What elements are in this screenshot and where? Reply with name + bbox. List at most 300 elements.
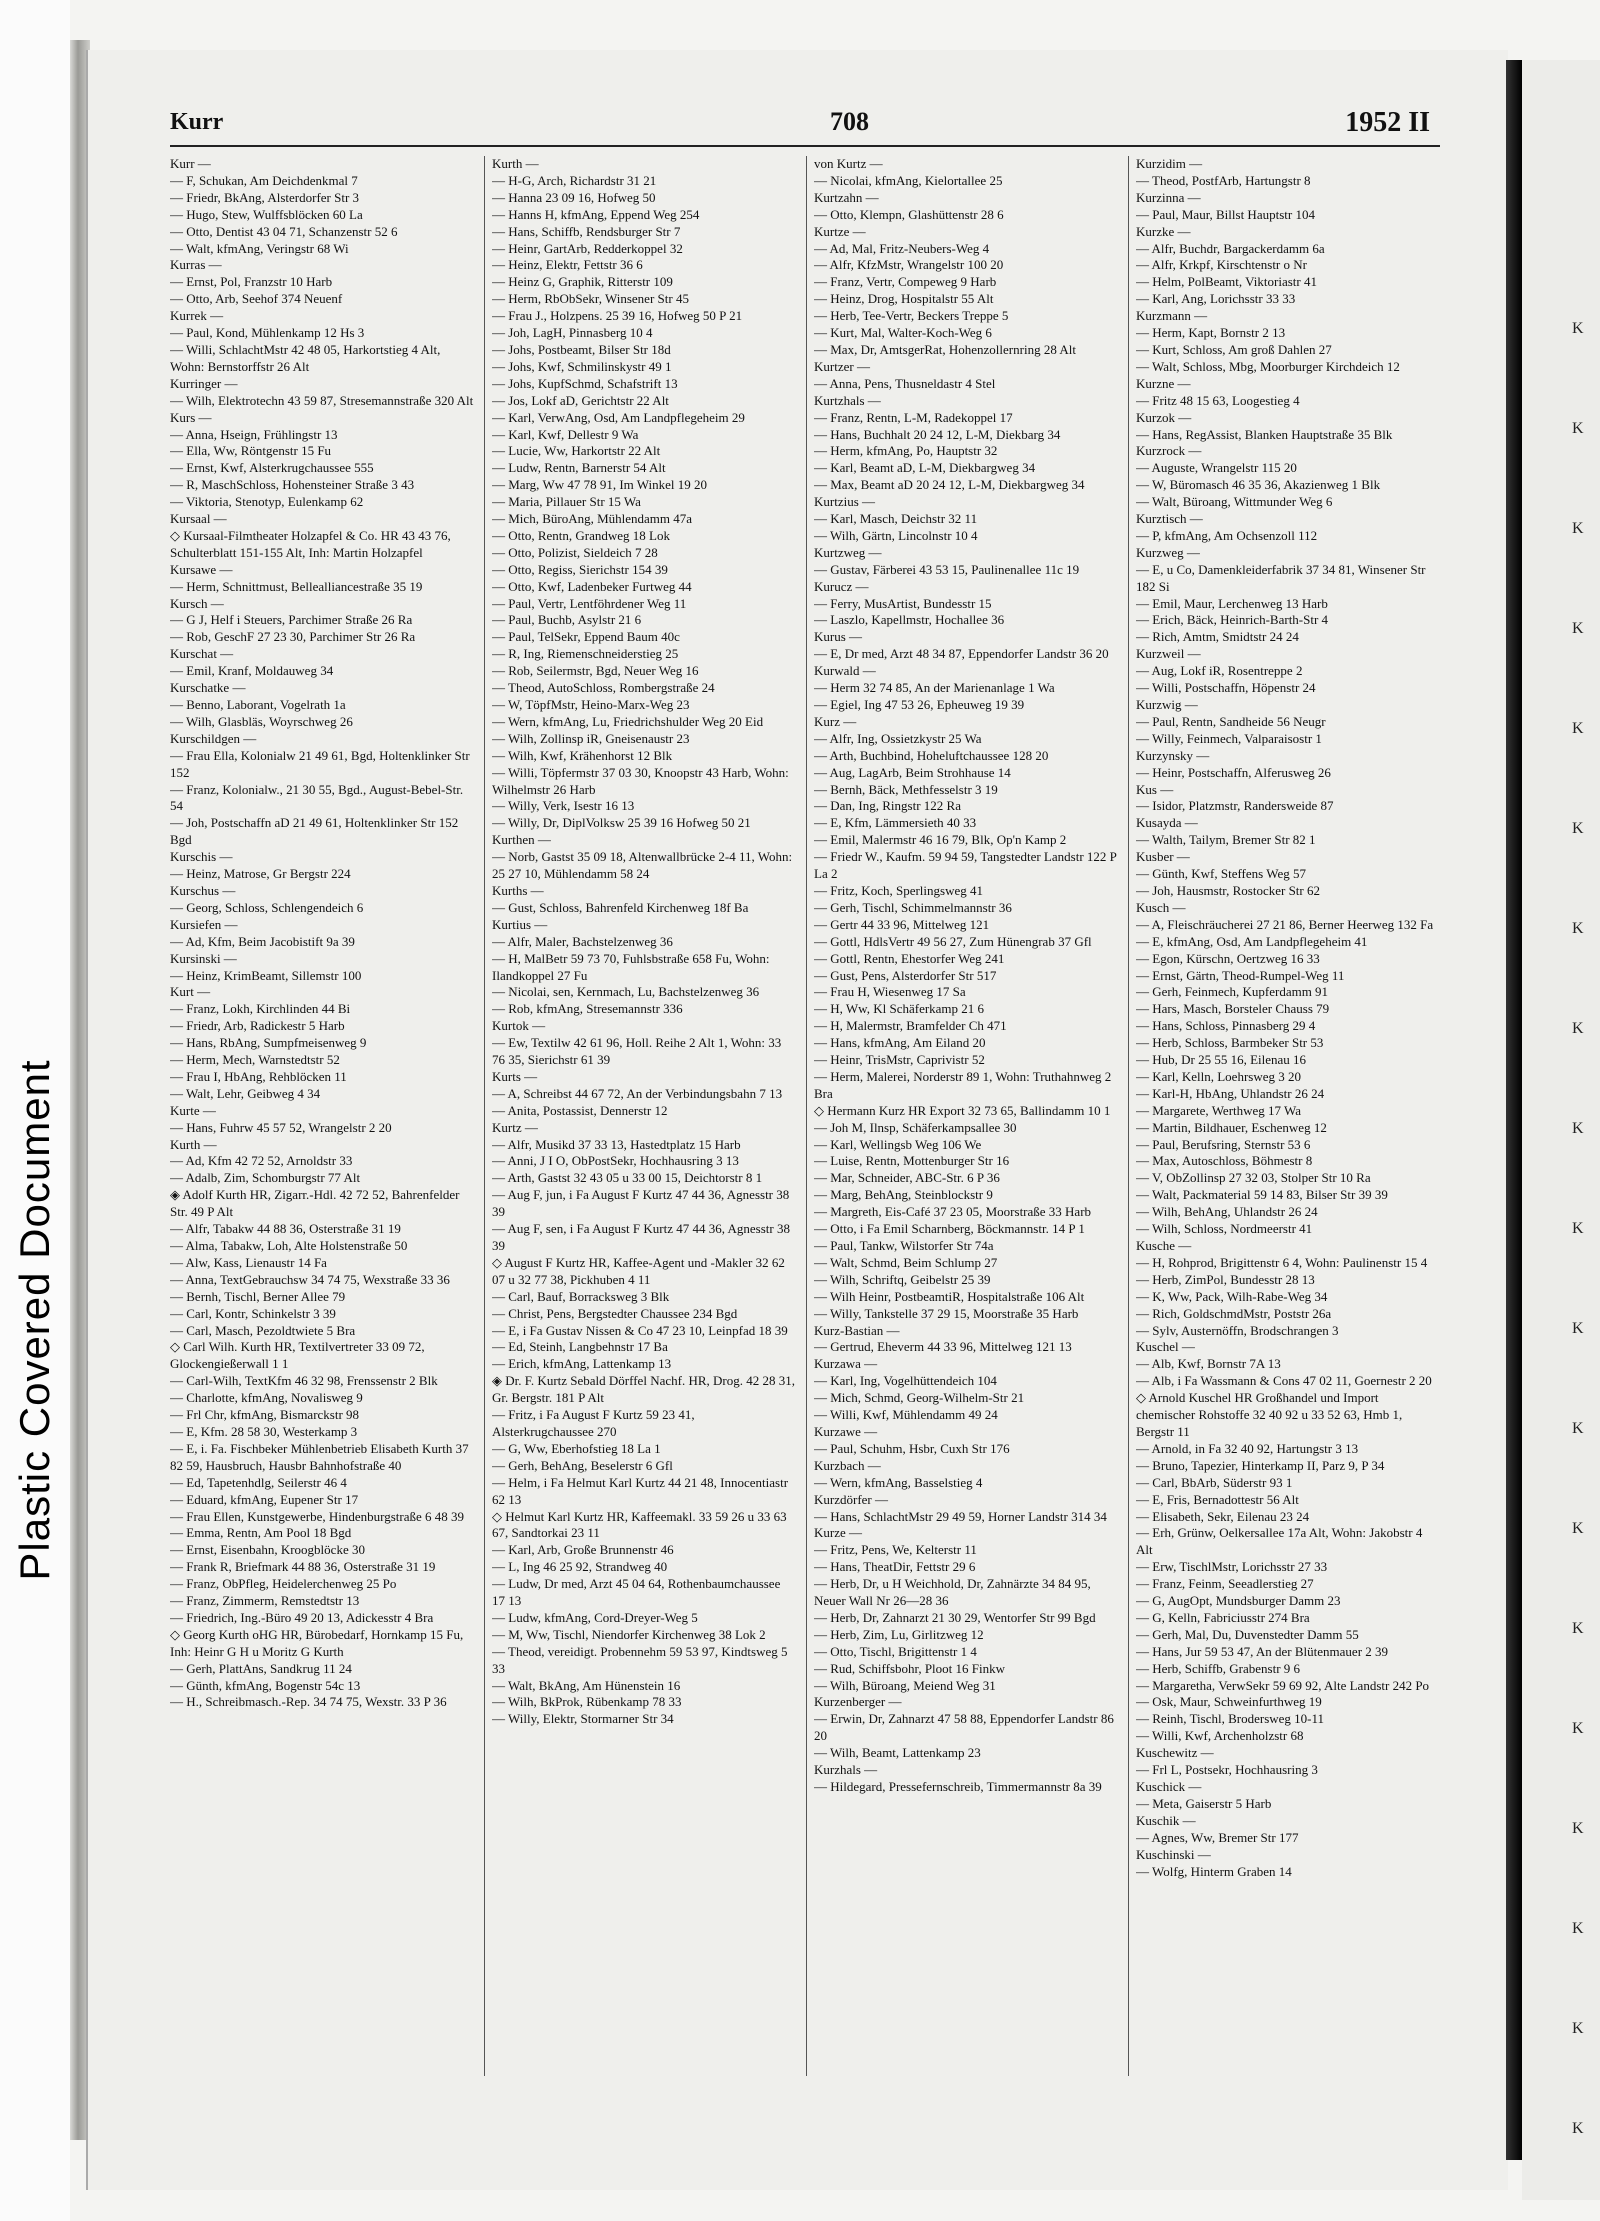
adjacent-page-letter: K: [1572, 1320, 1584, 1337]
column-divider: [1128, 156, 1129, 2076]
directory-entry: — Joh, Postschaffn aD 21 49 61, Holtenklinker Str 152 Bgd: [170, 815, 459, 848]
directory-entry: — Frau Ella, Kolonialw 21 49 61, Bgd, Holtenklinker Str 152: [170, 747, 470, 780]
directory-entry: — E, i. Fa. Fischbeker Mühlenbetrieb Elisabeth Kurth 37 82 59, Hausbruch, Hausbr Bahnhofstraße 40: [170, 1440, 469, 1473]
directory-entry: — Karl, Wellingsb Weg 106 We: [814, 1136, 982, 1152]
directory-entry: — Willi, Kwf, Archenholzstr 68: [1136, 1728, 1304, 1744]
directory-entry: — Herb, Schloss, Barmbeker Str 53: [1136, 1035, 1324, 1051]
directory-entry: — Ed, Tapetenhdlg, Seilerstr 46 4: [170, 1474, 347, 1490]
directory-entry: — Gerh, Tischl, Schimmelmannstr 36: [814, 899, 1012, 915]
directory-entry: Kurzbach —: [814, 1457, 881, 1473]
column-4: [1136, 156, 1440, 2146]
directory-entry: Kurtzweg —: [814, 544, 882, 560]
directory-entry: — Herb, Dr, Zahnarzt 21 30 29, Wentorfer Str 99 Bgd: [814, 1609, 1096, 1625]
directory-entry: — Johs, Postbeamt, Bilser Str 18d: [492, 341, 671, 357]
directory-entry: Kurzenberger —: [814, 1694, 902, 1710]
directory-entry: — Mar, Schneider, ABC-Str. 6 P 36: [814, 1170, 1000, 1186]
directory-entry: — Kurt, Mal, Walter-Koch-Weg 6: [814, 325, 992, 341]
directory-entry: — Heinz, KrimBeamt, Sillemstr 100: [170, 967, 362, 983]
directory-entry: — Herb, Tee-Vertr, Beckers Treppe 5: [814, 308, 1009, 324]
directory-entry: ◈ Dr. F. Kurtz Sebald Dörffel Nachf. HR, Drog. 42 28 31, Gr. Bergstr. 181 P Alt: [492, 1373, 795, 1406]
directory-entry: — Walt, Schloss, Mbg, Moorburger Kirchdeich 12: [1136, 358, 1400, 374]
directory-entry: — W, TöpfMstr, Heino-Marx-Weg 23: [492, 697, 690, 712]
directory-entry: — Günth, kfmAng, Bogenstr 54c 13: [170, 1677, 361, 1693]
page-gutter-shadow: [1506, 60, 1522, 2160]
directory-entry: Kurzmann —: [1136, 308, 1208, 324]
directory-entry: — Theod, vereidigt. Probennehm 59 53 97, Kindtsweg 5 33: [492, 1643, 788, 1676]
directory-entry: Kuschinski —: [1136, 1846, 1211, 1862]
directory-entry: — H, MalBetr 59 73 70, Fuhlsbstraße 658 Fu, Wohn: Ilandkoppel 27 Fu: [492, 950, 770, 983]
directory-entry: Kurtius —: [492, 916, 548, 932]
directory-entry: — Joh, Hausmstr, Rostocker Str 62: [1136, 882, 1320, 898]
directory-entry: Kurrek —: [170, 308, 224, 324]
directory-entry: — G J, Helf i Steuers, Parchimer Straße 26 Ra: [170, 612, 413, 628]
directory-entry: — Carl, Masch, Pezoldtwiete 5 Bra: [170, 1322, 356, 1338]
directory-entry: — H-G, Arch, Richardstr 31 21: [492, 172, 657, 188]
directory-entry: Kurz-Bastian —: [814, 1322, 900, 1338]
directory-entry: — Hars, Masch, Borsteler Chauss 79: [1136, 1001, 1330, 1017]
directory-entry: — Willi, Töpfermstr 37 03 30, Knoopstr 43 Harb, Wohn: Wilhelmstr 26 Harb: [492, 764, 789, 797]
directory-entry: — Gertr 44 33 96, Mittelweg 121: [814, 916, 990, 932]
directory-entry: Kurts —: [492, 1068, 538, 1084]
directory-entry: — Paul, Schuhm, Hsbr, Cuxh Str 176: [814, 1440, 1010, 1456]
directory-entry: — F, Schukan, Am Deichdenkmal 7: [170, 172, 358, 188]
directory-entry: — Eduard, kfmAng, Eupener Str 17: [170, 1491, 359, 1507]
directory-entry: — Wilh, Beamt, Lattenkamp 23: [814, 1745, 981, 1761]
directory-entry: — Osk, Maur, Schweinfurthweg 19: [1136, 1694, 1322, 1710]
directory-entry: — Frau Ellen, Kunstgewerbe, Hindenburgstraße 6 48 39: [170, 1508, 465, 1524]
directory-entry: — Ernst, Eisenbahn, Kroogblöcke 30: [170, 1542, 365, 1558]
directory-entry: — Otto, Kwf, Ladenbeker Furtweg 44: [492, 578, 692, 594]
directory-entry: Kursiefen —: [170, 916, 238, 932]
directory-entry: Kurzawa —: [814, 1356, 878, 1372]
directory-entry: — Paul, TelSekr, Eppend Baum 40c: [492, 629, 680, 645]
directory-entry: — E, u Co, Damenkleiderfabrik 37 34 81, Winsener Str 182 Si: [1136, 561, 1426, 594]
directory-entry: Kurzweil —: [1136, 646, 1201, 662]
directory-entry: — Wern, kfmAng, Lu, Friedrichshulder Weg 20 Eid: [492, 713, 764, 729]
directory-entry: — Sylv, Austernöffn, Brodschrangen 3: [1136, 1322, 1339, 1338]
directory-entry: — Alma, Tabakw, Loh, Alte Holstenstraße 50: [170, 1238, 408, 1253]
directory-entry: — Aug F, sen, i Fa August F Kurtz 47 44 36, Agnesstr 38 39: [492, 1221, 790, 1253]
directory-entry: Kurschatke —: [170, 680, 246, 696]
directory-entry: Kurschus —: [170, 882, 236, 898]
directory-entry: Kuschewitz —: [1136, 1745, 1214, 1761]
directory-entry: Kursinski —: [170, 950, 237, 966]
directory-entry: — Heinr, GartArb, Redderkoppel 32: [492, 240, 683, 256]
directory-entry: — Benno, Laborant, Vogelrath 1a: [170, 697, 346, 712]
directory-entry: — Helm, i Fa Helmut Karl Kurtz 44 21 48, Innocentiastr 62 13: [492, 1474, 789, 1507]
directory-entry: — Karl, Arb, Große Brunnenstr 46: [492, 1542, 674, 1558]
directory-entry: — Alfr, Ing, Ossietzkystr 25 Wa: [814, 730, 982, 746]
directory-entry: — E, Kfm. 28 58 30, Westerkamp 3: [170, 1423, 358, 1439]
directory-entry: — Hans, SchlachtMstr 29 49 59, Horner Landstr 314 34: [814, 1508, 1107, 1524]
directory-entry: Kurtz —: [492, 1119, 538, 1135]
directory-entry: Kusch —: [1136, 899, 1186, 915]
adjacent-page-letter: K: [1572, 320, 1584, 337]
directory-entry: Kurt —: [170, 984, 211, 1000]
directory-entry: — Ludw, Dr med, Arzt 45 04 64, Rothenbaumchaussee 17 13: [492, 1576, 781, 1609]
directory-entry: — Bruno, Tapezier, Hinterkamp II, Parz 9, P 34: [1136, 1457, 1385, 1473]
directory-entry: — Kurt, Schloss, Am groß Dahlen 27: [1136, 341, 1332, 357]
directory-entry: — Hans, Schloss, Pinnasberg 29 4: [1136, 1018, 1316, 1034]
directory-entry: — Rud, Schiffsbohr, Ploot 16 Finkw: [814, 1660, 1006, 1676]
directory-entry: — Martin, Bildhauer, Eschenweg 12: [1136, 1119, 1327, 1135]
page-header: [170, 105, 1440, 147]
directory-entry: — Max, Beamt aD 20 24 12, L-M, Diekbargweg 34: [814, 477, 1085, 493]
directory-entry: — Bernh, Tischl, Berner Allee 79: [170, 1288, 346, 1304]
adjacent-page-letter: K: [1572, 2020, 1584, 2037]
directory-entry: Kurth —: [492, 156, 539, 171]
side-label-text: Plastic Covered Document: [11, 1059, 58, 1581]
directory-entry: — Wilh Heinr, PostbeamtiR, Hospitalstraße 106 Alt: [814, 1288, 1085, 1304]
directory-entry: — Emil, Malermstr 46 16 79, Blk, Op'n Kamp 2: [814, 832, 1067, 848]
directory-entry: — W, Büromasch 46 35 36, Akazienweg 1 Blk: [1136, 477, 1381, 493]
directory-entry: Kurringer —: [170, 375, 238, 391]
adjacent-page-letter: K: [1572, 520, 1584, 537]
directory-entry: — Hans, TheatDir, Fettstr 29 6: [814, 1559, 976, 1575]
adjacent-page-letter: K: [1572, 1020, 1584, 1037]
directory-entry: — Gust, Pens, Alsterdorfer Str 517: [814, 967, 997, 983]
directory-entry: — Ernst, Pol, Franzstr 10 Harb: [170, 274, 333, 290]
directory-entry: — Alb, Kwf, Bornstr 7A 13: [1136, 1356, 1281, 1372]
directory-entry: — Fritz, Pens, We, Kelterstr 11: [814, 1542, 977, 1558]
directory-entry: — Alfr, KfzMstr, Wrangelstr 100 20: [814, 257, 1004, 273]
directory-entry: — Wilh, Schloss, Nordmeerstr 41: [1136, 1221, 1313, 1237]
directory-entry: Kusche —: [1136, 1238, 1192, 1253]
directory-entry: — Alw, Kass, Lienaustr 14 Fa: [170, 1254, 327, 1270]
directory-entry: Kurth —: [170, 1136, 217, 1152]
column-divider: [484, 156, 485, 2076]
directory-entry: — Wilh, Zollinsp iR, Gneisenaustr 23: [492, 730, 690, 746]
directory-entry: — Egon, Kürschn, Oertzweg 16 33: [1136, 950, 1320, 966]
directory-entry: — Karl, Beamt aD, L-M, Diekbargweg 34: [814, 460, 1036, 476]
directory-entry: — Hans, kfmAng, Am Eiland 20: [814, 1035, 986, 1051]
directory-columns: [170, 156, 1450, 2146]
directory-entry: — Joh, LagH, Pinnasberg 10 4: [492, 325, 653, 341]
directory-entry: — Franz, Feinm, Seeadlerstieg 27: [1136, 1576, 1314, 1592]
directory-entry: — Franz, Kolonialw., 21 30 55, Bgd., August-Bebel-Str. 54: [170, 781, 464, 814]
directory-entry: — Frl Chr, kfmAng, Bismarckstr 98: [170, 1407, 360, 1423]
directory-entry: ◇ Helmut Karl Kurtz HR, Kaffeemakl. 33 59 26 u 33 63 67, Sandtorkai 23 11: [492, 1508, 787, 1541]
directory-entry: — Jos, Lokf aD, Gerichtstr 22 Alt: [492, 392, 669, 408]
directory-entry: — Isidor, Platzmstr, Randersweide 87: [1136, 798, 1334, 814]
directory-entry: — Anna, Hseign, Frühlingstr 13: [170, 426, 338, 442]
directory-entry: — Lucie, Ww, Harkortstr 22 Alt: [492, 443, 661, 459]
directory-entry: — Arnold, in Fa 32 40 92, Hartungstr 3 13: [1136, 1440, 1359, 1456]
directory-entry: — Hugo, Stew, Wulffsblöcken 60 La: [170, 206, 363, 222]
directory-entry: Kurras —: [170, 257, 222, 273]
directory-entry: — Nicolai, sen, Kernmach, Lu, Bachstelzenweg 36: [492, 984, 760, 1000]
directory-entry: Kurzawe —: [814, 1423, 878, 1439]
directory-entry: — Gerh, BehAng, Beselerstr 6 Gfl: [492, 1457, 673, 1473]
directory-entry: — Nicolai, kfmAng, Kielortallee 25: [814, 172, 1003, 188]
directory-entry: — Heinr, Postschaffn, Alferusweg 26: [1136, 764, 1331, 780]
directory-entry: Kuschick —: [1136, 1779, 1202, 1794]
directory-entry: Kurzne —: [1136, 375, 1191, 391]
directory-entry: — Alfr, Buchdr, Bargackerdamm 6a: [1136, 240, 1325, 256]
adjacent-page-letter: K: [1572, 1820, 1584, 1837]
directory-entry: — Wilh, BehAng, Uhlandstr 26 24: [1136, 1204, 1318, 1220]
directory-entry: — Paul, Maur, Billst Hauptstr 104: [1136, 206, 1315, 222]
directory-entry: — Walt, kfmAng, Veringstr 68 Wi: [170, 240, 349, 256]
directory-entry: — Paul, Tankw, Wilstorfer Str 74a: [814, 1238, 994, 1253]
directory-entry: — Alfr, Maler, Bachstelzenweg 36: [492, 933, 673, 949]
directory-entry: — Paul, Berufsring, Sternstr 53 6: [1136, 1136, 1311, 1152]
directory-entry: — Willi, SchlachtMstr 42 48 05, Harkortstieg 4 Alt, Wohn: Bernstorffstr 26 Alt: [170, 341, 441, 374]
adjacent-page-letter: K: [1572, 2120, 1584, 2137]
directory-entry: Kus —: [1136, 781, 1174, 797]
directory-entry: — Franz, Rentn, L-M, Radekoppel 17: [814, 409, 1013, 425]
directory-entry: — Adalb, Zim, Schomburgstr 77 Alt: [170, 1170, 361, 1186]
directory-entry: Kurtzhals —: [814, 392, 881, 408]
directory-entry: — Max, Dr, AmtsgerRat, Hohenzollernring 28 Alt: [814, 341, 1076, 357]
directory-entry: — Gerh, PlattAns, Sandkrug 11 24: [170, 1660, 352, 1676]
directory-entry: — H, Malermstr, Bramfelder Ch 471: [814, 1018, 1007, 1034]
directory-entry: Kurzweg —: [1136, 544, 1200, 560]
directory-entry: — Willy, Feinmech, Valparaisostr 1: [1136, 730, 1322, 746]
directory-entry: ◇ Carl Wilh. Kurth HR, Textilvertreter 33 09 72, Glockengießerwall 1 1: [170, 1339, 425, 1372]
directory-entry: — Wern, kfmAng, Basselstieg 4: [814, 1474, 983, 1490]
directory-entry: Kurtzius —: [814, 494, 876, 510]
directory-entry: — Egiel, Ing 47 53 26, Epheuweg 19 39: [814, 697, 1025, 712]
directory-entry: — Hanna 23 09 16, Hofweg 50: [492, 189, 656, 205]
column-1: [170, 156, 474, 2146]
directory-entry: — Maria, Pillauer Str 15 Wa: [492, 494, 641, 510]
directory-entry: — Aug F, jun, i Fa August F Kurtz 47 44 36, Agnesstr 38 39: [492, 1187, 790, 1220]
directory-entry: — E, kfmAng, Osd, Am Landpflegeheim 41: [1136, 933, 1368, 949]
directory-entry: — H, Rohprod, Brigittenstr 6 4, Wohn: Paulinenstr 15 4: [1136, 1254, 1428, 1270]
directory-entry: — Heinz, Matrose, Gr Bergstr 224: [170, 866, 351, 882]
directory-entry: — R, Ing, Riemenschneiderstieg 25: [492, 646, 679, 662]
directory-entry: ◇ Kursaal-Filmtheater Holzapfel & Co. HR 43 43 76, Schulterblatt 151-155 Alt, Inh: Martin Holzapfel: [170, 527, 451, 560]
directory-entry: Kurwald —: [814, 663, 876, 679]
directory-entry: — Paul, Rentn, Sandheide 56 Neugr: [1136, 713, 1326, 729]
directory-entry: — H, Ww, Kl Schäferkamp 21 6: [814, 1001, 985, 1017]
directory-entry: — Walt, Packmaterial 59 14 83, Bilser Str 39 39: [1136, 1187, 1388, 1203]
directory-entry: Kurthen —: [492, 832, 551, 848]
directory-entry: — Hans, Buchhalt 20 24 12, L-M, Diekbarg 34: [814, 426, 1061, 442]
directory-entry: — Aug, LagArb, Beim Strohhause 14: [814, 764, 1011, 780]
directory-entry: — Reinh, Tischl, Brodersweg 10-11: [1136, 1711, 1325, 1727]
directory-entry: — Carl, BbArb, Süderstr 93 1: [1136, 1474, 1293, 1490]
directory-entry: — Johs, KupfSchmd, Schafstrift 13: [492, 375, 678, 391]
directory-entry: — Heinz, Drog, Hospitalstr 55 Alt: [814, 291, 994, 307]
directory-entry: — Herm, RbObSekr, Winsener Str 45: [492, 291, 689, 307]
directory-entry: — Elisabeth, Sekr, Eilenau 23 24: [1136, 1508, 1310, 1524]
directory-entry: — Auguste, Wrangelstr 115 20: [1136, 460, 1297, 476]
directory-entry: — Wilh, Büroang, Meiend Weg 31: [814, 1677, 996, 1693]
directory-entry: Kusayda —: [1136, 815, 1198, 831]
directory-entry: — Friedr W., Kaufm. 59 94 59, Tangstedter Landstr 122 P La 2: [814, 849, 1117, 882]
directory-entry: — Otto, Arb, Seehof 374 Neuenf: [170, 291, 343, 307]
directory-entry: — Wilh, Schriftq, Geibelstr 25 39: [814, 1271, 991, 1287]
directory-entry: — Margreth, Eis-Café 37 23 05, Moorstraße 33 Harb: [814, 1204, 1092, 1220]
directory-entry: — Hans, RbAng, Sumpfmeisenweg 9: [170, 1035, 367, 1051]
directory-entry: — Willi, Kwf, Mühlendamm 49 24: [814, 1407, 998, 1423]
directory-entry: — Heinr, TrisMstr, Caprivistr 52: [814, 1052, 985, 1068]
directory-entry: — Karl, Kwf, Dellestr 9 Wa: [492, 426, 639, 442]
directory-entry: — Ew, Textilw 42 61 96, Holl. Reihe 2 Alt 1, Wohn: 33 76 35, Sierichstr 61 39: [492, 1035, 782, 1068]
directory-entry: — Helm, PolBeamt, Viktoriastr 41: [1136, 274, 1317, 290]
adjacent-page-letter: K: [1572, 1420, 1584, 1437]
directory-entry: — Friedr, BkAng, Alsterdorfer Str 3: [170, 189, 360, 205]
directory-entry: — Ad, Kfm, Beim Jacobistift 9a 39: [170, 933, 355, 949]
directory-entry: — Heinz G, Graphik, Ritterstr 109: [492, 274, 673, 290]
directory-entry: — Rob, Seilermstr, Bgd, Neuer Weg 16: [492, 663, 699, 679]
directory-entry: Kurzwig —: [1136, 697, 1198, 712]
directory-entry: — Friedr, Arb, Radickestr 5 Harb: [170, 1018, 345, 1034]
directory-entry: Kursaal —: [170, 511, 227, 527]
directory-entry: — Anita, Postassist, Dennerstr 12: [492, 1102, 668, 1118]
directory-entry: von Kurtz —: [814, 156, 883, 171]
directory-entry: — Ad, Kfm 42 72 52, Arnoldstr 33: [170, 1153, 353, 1169]
directory-entry: Kurztisch —: [1136, 511, 1203, 527]
directory-entry: — Erwin, Dr, Zahnarzt 47 58 88, Eppendorfer Landstr 86 20: [814, 1711, 1114, 1744]
directory-entry: ◇ Hermann Kurz HR Export 32 73 65, Ballindamm 10 1: [814, 1102, 1111, 1118]
directory-entry: — Agnes, Ww, Bremer Str 177: [1136, 1829, 1299, 1845]
directory-entry: — Wilh, Kwf, Krähenhorst 12 Blk: [492, 747, 673, 763]
directory-entry: ◇ August F Kurtz HR, Kaffee-Agent und -Makler 32 62 07 u 32 77 38, Pickhuben 4 11: [492, 1254, 785, 1287]
directory-entry: — Alb, i Fa Wassmann & Cons 47 02 11, Goernestr 2 20: [1136, 1373, 1432, 1389]
directory-entry: — Carl, Kontr, Schinkelstr 3 39: [170, 1305, 336, 1321]
directory-entry: — Otto, Polizist, Sieldeich 7 28: [492, 544, 658, 560]
directory-entry: Kuschik —: [1136, 1812, 1196, 1828]
directory-entry: — Theod, PostfArb, Hartungstr 8: [1136, 172, 1311, 188]
directory-entry: — Rob, kfmAng, Stresemannstr 336: [492, 1001, 683, 1017]
directory-entry: Kurzynsky —: [1136, 747, 1210, 763]
directory-entry: — Walt, Büroang, Wittmunder Weg 6: [1136, 494, 1333, 510]
directory-entry: Kurzhals —: [814, 1762, 878, 1778]
directory-entry: — Herb, Dr, u H Weichhold, Dr, Zahnärzte 34 84 95, Neuer Wall Nr 26—28 36: [814, 1576, 1091, 1609]
directory-entry: — E, Kfm, Lämmersieth 40 33: [814, 815, 977, 831]
directory-entry: — Bernh, Bäck, Methfesselstr 3 19: [814, 781, 998, 797]
directory-entry: — Mich, Schmd, Georg-Wilhelm-Str 21: [814, 1390, 1025, 1406]
directory-entry: — Willi, Postschaffn, Höpenstr 24: [1136, 680, 1316, 696]
directory-entry: — Rich, Amtm, Smidtstr 24 24: [1136, 629, 1299, 645]
directory-entry: Kurucz —: [814, 578, 869, 594]
directory-entry: — Anna, Pens, Thusneldastr 4 Stel: [814, 375, 996, 391]
directory-entry: Kurths —: [492, 882, 544, 898]
directory-entry: — Carl, Bauf, Borracksweg 3 Blk: [492, 1288, 670, 1304]
directory-entry: — Alfr, Tabakw 44 88 36, Osterstraße 31 19: [170, 1221, 401, 1237]
directory-entry: — Gertrud, Eheverm 44 33 96, Mittelweg 121 13: [814, 1339, 1072, 1355]
directory-entry: — Gottl, Rentn, Ehestorfer Weg 241: [814, 950, 1005, 966]
directory-entry: Kursawe —: [170, 561, 233, 577]
directory-entry: Kurschis —: [170, 849, 233, 865]
directory-entry: — A, Fleischräucherei 27 21 86, Berner Heerweg 132 Fa: [1136, 916, 1434, 932]
directory-entry: Kurz —: [814, 713, 857, 729]
directory-entry: — Karl, Ang, Lorichsstr 33 33: [1136, 291, 1296, 307]
directory-entry: — Dan, Ing, Ringstr 122 Ra: [814, 798, 961, 814]
directory-entry: Kurschildgen —: [170, 730, 257, 746]
directory-entry: — Erich, kfmAng, Lattenkamp 13: [492, 1356, 672, 1372]
column-3: [814, 156, 1118, 2146]
directory-entry: — R, MaschSchloss, Hohensteiner Straße 3 43: [170, 477, 415, 493]
directory-entry: — A, Schreibst 44 67 72, An der Verbindungsbahn 7 13: [492, 1085, 783, 1101]
adjacent-page-letter: K: [1572, 1220, 1584, 1237]
directory-entry: — P, kfmAng, Am Ochsenzoll 112: [1136, 527, 1318, 543]
directory-entry: — Frl L, Postsekr, Hochhausring 3: [1136, 1762, 1318, 1778]
directory-entry: — Frau I, HbAng, Rehblöcken 11: [170, 1068, 347, 1084]
directory-entry: — Willy, Dr, DiplVolksw 25 39 16 Hofweg 50 21: [492, 815, 751, 831]
directory-entry: — Willy, Tankstelle 37 29 15, Moorstraße 35 Harb: [814, 1305, 1079, 1321]
directory-entry: Kurze —: [814, 1525, 863, 1541]
directory-entry: — Franz, Vertr, Compeweg 9 Harb: [814, 274, 997, 290]
directory-entry: — Frau J., Holzpens. 25 39 16, Hofweg 50 P 21: [492, 308, 743, 324]
directory-entry: — Otto, Tischl, Brigittenstr 1 4: [814, 1643, 977, 1659]
directory-entry: Kusber —: [1136, 849, 1190, 865]
directory-entry: — Günth, Kwf, Steffens Weg 57: [1136, 866, 1306, 882]
directory-entry: — Luise, Rentn, Mottenburger Str 16: [814, 1153, 1010, 1169]
directory-entry: Kurzdörfer —: [814, 1491, 888, 1507]
adjacent-page-letter: K: [1572, 1920, 1584, 1937]
directory-entry: ◇ Arnold Kuschel HR Großhandel und Import chemischer Rohstoffe 32 40 92 u 33 52 63, Hmb 1, Bergstr 11: [1136, 1390, 1403, 1439]
directory-entry: — Herm, Mech, Warnstedtstr 52: [170, 1052, 340, 1068]
adjacent-page-letter: K: [1572, 620, 1584, 637]
directory-entry: Kursch —: [170, 595, 224, 611]
directory-entry: — Herb, ZimPol, Bundesstr 28 13: [1136, 1271, 1315, 1287]
header-keyword: Kurr: [170, 109, 224, 135]
adjacent-page-letter: K: [1572, 1520, 1584, 1537]
directory-entry: Kurr —: [170, 156, 211, 171]
column-2: [492, 156, 796, 2146]
directory-entry: — Johs, Kwf, Schmilinskystr 49 1: [492, 358, 672, 374]
directory-entry: — Hans, Jur 59 53 47, An der Blütenmauer 2 39: [1136, 1643, 1389, 1659]
directory-entry: — Ludw, Rentn, Barnerstr 54 Alt: [492, 460, 666, 476]
directory-entry: — Fritz 48 15 63, Loogestieg 4: [1136, 392, 1300, 408]
adjacent-page-letter: K: [1572, 1120, 1584, 1137]
directory-entry: — Wolfg, Hinterm Graben 14: [1136, 1863, 1292, 1879]
directory-entry: — Rich, GoldschmdMstr, Poststr 26a: [1136, 1305, 1332, 1321]
directory-entry: — Herm, Malerei, Norderstr 89 1, Wohn: Truthahnweg 2 Bra: [814, 1068, 1112, 1101]
directory-entry: — Arth, Buchbind, Hoheluftchaussee 128 20: [814, 747, 1049, 763]
directory-entry: — Laszlo, Kapellmstr, Hochallee 36: [814, 612, 1005, 628]
directory-entry: — Frank R, Briefmark 44 88 36, Osterstraße 31 19: [170, 1559, 436, 1575]
directory-entry: — Gottl, HdlsVertr 49 56 27, Zum Hünengrab 37 Gfl: [814, 933, 1092, 949]
directory-entry: — Karl, Kelln, Loehrsweg 3 20: [1136, 1068, 1301, 1084]
directory-entry: Kurus —: [814, 629, 863, 645]
directory-entry: — Wilh, Glasbläs, Woyrschweg 26: [170, 713, 353, 729]
directory-entry: — Otto, Dentist 43 04 71, Schanzenstr 52 6: [170, 223, 398, 239]
directory-entry: — Walt, BkAng, Am Hünenstein 16: [492, 1677, 681, 1693]
directory-entry: — Paul, Kond, Mühlenkamp 12 Hs 3: [170, 325, 365, 341]
directory-entry: — Aug, Lokf iR, Rosentreppe 2: [1136, 663, 1303, 679]
directory-entry: — Erich, Bäck, Heinrich-Barth-Str 4: [1136, 612, 1329, 628]
directory-entry: — Carl-Wilh, TextKfm 46 32 98, Frenssenstr 2 Blk: [170, 1373, 438, 1389]
directory-entry: — Walth, Tailym, Bremer Str 82 1: [1136, 832, 1316, 848]
directory-entry: — Marg, Ww 47 78 91, Im Winkel 19 20: [492, 477, 708, 493]
adjacent-page-letter: K: [1572, 820, 1584, 837]
directory-entry: — Rob, GeschF 27 23 30, Parchimer Str 26 Ra: [170, 629, 416, 645]
directory-entry: — Walt, Lehr, Geibweg 4 34: [170, 1085, 321, 1101]
directory-entry: — Joh M, Ilnsp, Schäferkampsallee 30: [814, 1119, 1017, 1135]
directory-entry: — Christ, Pens, Bergstedter Chaussee 234 Bgd: [492, 1305, 738, 1321]
directory-entry: — Mich, BüroAng, Mühlendamm 47a: [492, 511, 693, 527]
directory-entry: — Willy, Elektr, Stormarner Str 34: [492, 1711, 674, 1727]
directory-entry: — Herm, Schnittmust, Bellealliancestraße 35 19: [170, 578, 423, 594]
directory-entry: — Wilh, Gärtn, Lincolnstr 10 4: [814, 527, 978, 543]
directory-entry: — Karl, Masch, Deichstr 32 11: [814, 511, 978, 527]
directory-entry: — Herm, kfmAng, Po, Hauptstr 32: [814, 443, 998, 459]
directory-entry: — Hans, RegAssist, Blanken Hauptstraße 35 Blk: [1136, 426, 1393, 442]
adjacent-page-letter: K: [1572, 1620, 1584, 1637]
directory-entry: Kuschel —: [1136, 1339, 1195, 1355]
adjacent-page-letter: K: [1572, 420, 1584, 437]
directory-entry: — Hanns H, kfmAng, Eppend Weg 254: [492, 206, 700, 222]
directory-entry: Kurzidim —: [1136, 156, 1203, 171]
adjacent-page-letter: K: [1572, 720, 1584, 737]
directory-entry: — Emil, Kranf, Moldauweg 34: [170, 663, 334, 679]
directory-entry: — E, Dr med, Arzt 48 34 87, Eppendorfer Landstr 36 20: [814, 646, 1109, 662]
